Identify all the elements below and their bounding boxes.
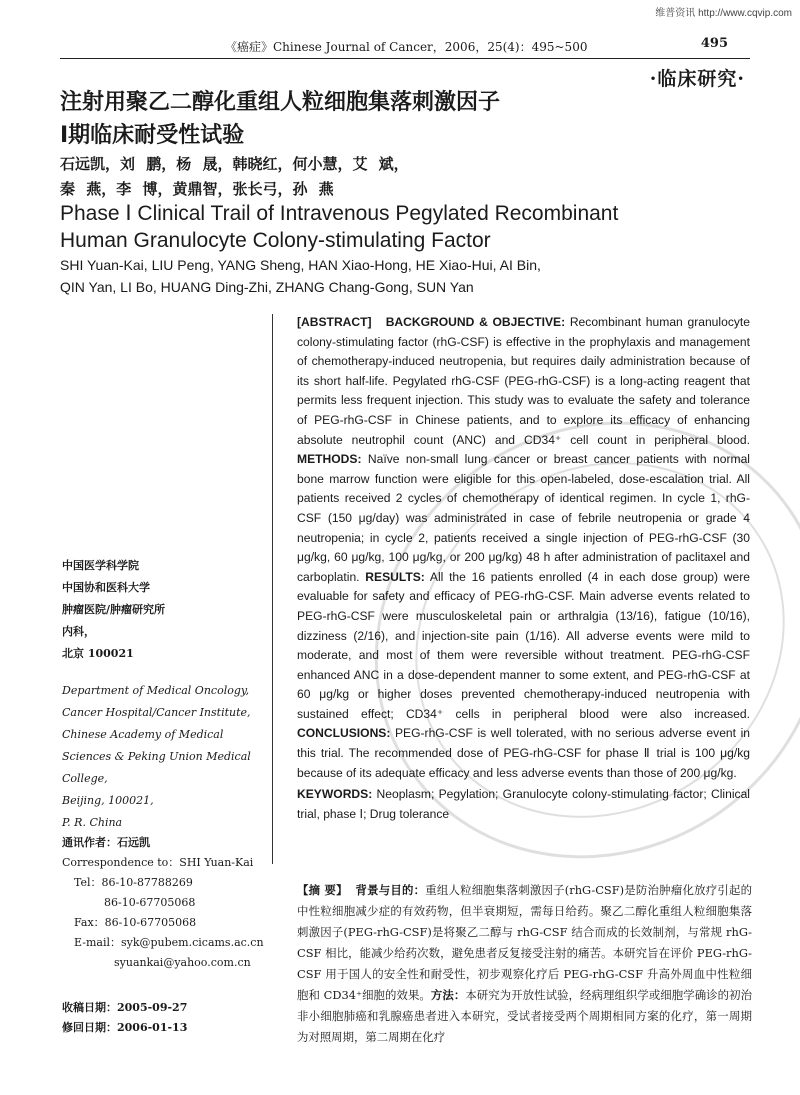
results-text: All the 16 patients enrolled (4 in each dose group) were evaluable for safety and efficacy of PEG-rhG-CSF. Main adverse events related to PEG-rhG-CSF were musculoskeletal pain or arthralgia (13/16), fatigue (10/16), dizziness (2/16), and injection-site pain (1/16). All adverse events were mild to moderate, and most of them were reversible without treatment. PEG-rhG-CSF enhanced ANC in a dose-dependent manner to some extent, and PEG-rhG-CSF at 60 μg/kg or higher doses prevented chemotherapy-induced neutropenia with sustained effect; CD34⁺ cells in peripheral blood were also increased. [297,569,750,721]
journal-citation: 《癌症》Chinese Journal of Cancer，2006，25(4)：495~500 [225,40,588,54]
abstract-cn-text: 重组人粒细胞集落刺激因子(rhG-CSF)是防治肿瘤化放疗引起的中性粒细胞减少症的有效药物，但半衰期短，需每日给药。聚乙二醇化重组人粒细胞集落刺激因子(PEG-rhG-CSF)是将聚乙二醇与 rhG-CSF 结合而成的长效制剂，与常规 rhG-CSF 相比，能减少给药次数，避免患者反复接受注射的痛苦。本研究旨在评价 PEG-rhG-CSF 用于国人的安全性和耐受性，初步观察化疗后 PEG-rhG-CSF 升高外周血中性粒细胞和 CD34⁺细胞的效果。 [297,883,752,1002]
affil-cn-line: 中国医学科学院 [62,559,139,572]
corr-author-cn: 通讯作者：石远凯 [62,836,150,849]
authors-cn-line-1: 石远凯，刘 鹏，杨 晟，韩晓红，何小慧，艾 斌， [60,155,409,173]
affil-en-line: College, [62,772,108,785]
page-number: 495 [700,36,728,51]
keywords-label: KEYWORDS: [297,787,373,802]
corr-tel: Tel：86-10-87788269 [74,876,193,889]
affil-en-line: Sciences & Peking Union Medical [62,750,251,763]
title-en-line-2: Human Granulocyte Colony-stimulating Factor [60,229,491,252]
title-english [60,200,680,254]
methods-text: Naïve non-small lung cancer or breast cancer patients with normal bone marrow function were eligible for this open-labeled, dose-escalation trial. All patients received 2 cycles of chemotherapy of identical regimen. In cycle 1, rhG-CSF (150 μg/day) was administrated in case of febrile neutropenia or grade 4 neutropenia; in cycle 2, patients received a single injection of PEG-rhG-CSF (30 μg/kg, 60 μg/kg, 100 μg/kg, or 200 μg/kg) 48 h after administration of paclitaxel and carboplatin. [297,452,750,584]
affil-en-line: P. R. China [62,816,123,829]
authors-en-line-2: QIN Yan, LI Bo, HUANG Ding-Zhi, ZHANG Chang-Gong, SUN Yan [60,279,474,295]
corr-tel-2: 86-10-67705068 [104,896,196,909]
abstract-cn-methods-label: 方法： [430,988,466,1002]
title-cn-line-1: 注射用聚乙二醇化重组人粒细胞集落刺激因子 [60,90,501,115]
section-tag: ·临床研究· [649,68,745,90]
conclusions-text: PEG-rhG-CSF is well tolerated, with no serious adverse event in this trial. The recommended dose of PEG-rhG-CSF for phase Ⅱ trial is 100 μg/kg because of its adequate efficacy and less adverse events than those of 200 μg/kg. [297,726,750,780]
affiliation-english [62,680,251,834]
conclusions-label: CONCLUSIONS: [297,726,391,741]
affil-cn-line: 中国协和医科大学 [62,581,150,594]
keywords-text: Neoplasm; Pegylation; Granulocyte colony-stimulating factor; Clinical trial, phase Ⅰ; Drug tolerance [297,787,750,821]
header-rule [60,58,750,59]
abstract-chinese [297,880,752,1048]
abstract-english [297,313,750,824]
abstract-cn-label: 【摘 要】 [297,883,348,897]
title-en-line-1: Phase Ⅰ Clinical Trail of Intravenous Pegylated Recombinant [60,202,619,225]
authors-cn-line-2: 秦 燕，李 博，黄鼎智，张长弓，孙 燕 [60,180,334,198]
authors-english [60,254,660,298]
running-header [0,28,800,58]
abstract-label: [ABSTRACT] [297,315,372,329]
affil-cn-line: 肿瘤医院/肿瘤研究所 [62,603,166,616]
background-text: Recombinant human granulocyte colony-stimulating factor (rhG-CSF) is effective in the prophylaxis and management of chemotherapy-induced neutropenia, but requires daily administration because of its short half-life. Pegylated rhG-CSF (PEG-rhG-CSF) is a long-acting reagent that permits less frequent injection. This study was to evaluate the safety and tolerance of PEG-rhG-CSF in Chinese patients, and to explore its efficacy of enhancing absolute neutrophil count (ANC) and CD34⁺ cell count in peripheral blood. [297,315,750,447]
affil-en-line: Beijing, 100021, [62,794,154,807]
corr-author-en: Correspondence to：SHI Yuan-Kai [62,856,254,869]
results-label: RESULTS: [365,569,425,584]
column-divider [272,314,273,864]
abstract-cn-bg-label: 背景与目的： [355,883,426,897]
site-watermark-text: 维普资讯 http://www.cqvip.com [655,8,792,19]
top-bar [0,0,800,18]
affiliation-chinese [62,555,165,665]
abstract-body [297,313,750,783]
background-label: BACKGROUND & OBJECTIVE: [385,315,566,329]
dates [62,998,187,1038]
authors-chinese [60,152,580,202]
date-received: 收稿日期：2005-09-27 [62,1001,188,1014]
corr-email-2[interactable]: syuankai@yahoo.com.cn [114,956,251,969]
abstract-cn-methods: 本研究为开放性试验，经病理组织学或细胞学确诊的初治非小细胞肺癌和乳腺癌患者进入本研究，受试者接受两个周期相同方案的化疗，第一周期为对照周期，第二周期在化疗 [297,988,752,1044]
title-chinese [60,86,620,152]
affil-en-line: Cancer Hospital/Cancer Institute, [62,706,251,719]
correspondence [62,833,264,973]
corr-email[interactable]: E-mail：syk@pubem.cicams.ac.cn [74,936,264,949]
affil-cn-line: 内科， [62,625,95,638]
authors-en-line-1: SHI Yuan-Kai, LIU Peng, YANG Sheng, HAN Xiao-Hong, HE Xiao-Hui, AI Bin, [60,257,541,273]
keywords [297,785,750,824]
date-revised: 修回日期：2006-01-13 [62,1021,188,1034]
affil-en-line: Chinese Academy of Medical [62,728,224,741]
affil-en-line: Department of Medical Oncology, [62,684,250,697]
methods-label: METHODS: [297,452,362,467]
corr-fax: Fax：86-10-67705068 [74,916,197,929]
title-cn-line-2: Ⅰ期临床耐受性试验 [60,123,245,148]
affil-cn-line: 北京 100021 [62,647,134,660]
